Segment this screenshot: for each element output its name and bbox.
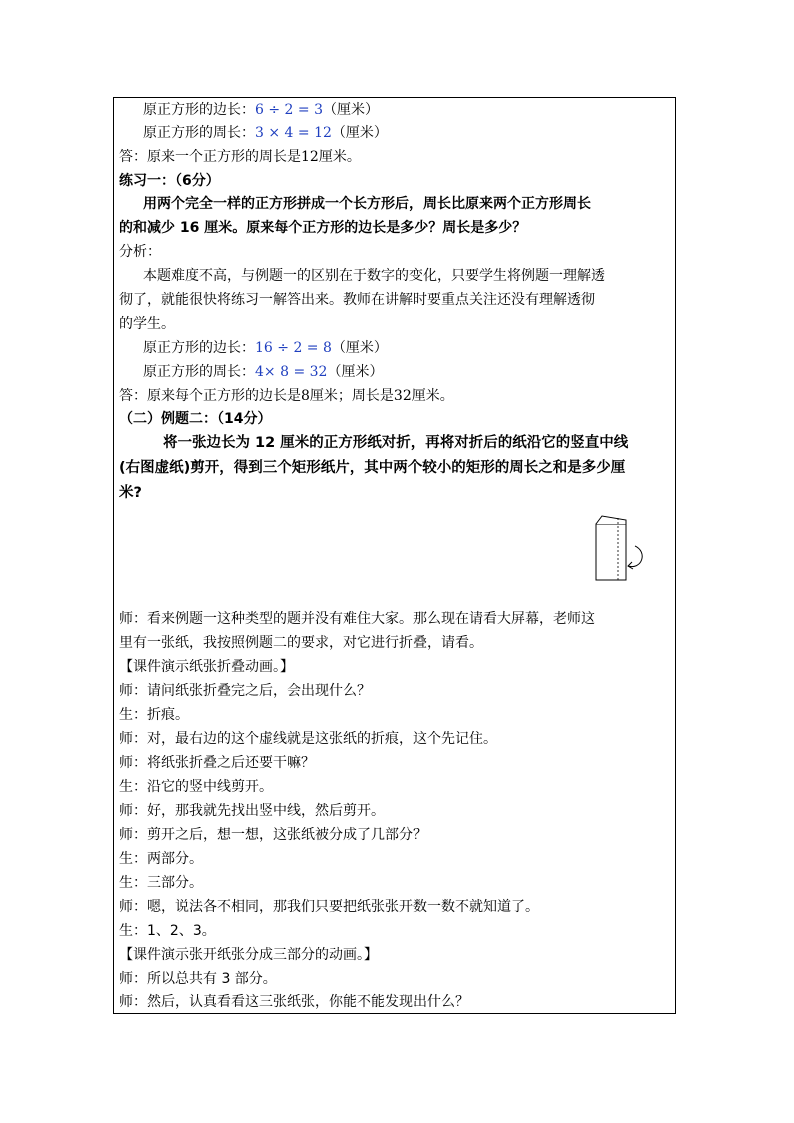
paper-front-rect xyxy=(596,524,626,580)
answer-number-side: 8 xyxy=(301,388,310,404)
dialogue-line-7: 师：将纸张折叠之后还要干嘛？ xyxy=(119,755,315,771)
perimeter-unit: （厘米） xyxy=(327,364,384,380)
paper-back-flap xyxy=(596,516,626,524)
answer-middle: 厘米；周长是 xyxy=(309,388,394,404)
side-label: 原正方形的边长： xyxy=(143,102,255,118)
side-label: 原正方形的边长： xyxy=(143,340,255,356)
dialogue-line-6: 师：对，最右边的这个虚线就是这张纸的折痕，这个先记住。 xyxy=(119,731,497,747)
exercise1-perimeter-line xyxy=(143,363,383,381)
dialogue-line-1: 师：看来例题一这种类型的题并没有难住大家。那么现在请看大屏幕，老师这 xyxy=(119,611,595,627)
exercise1-analysis-line2: 彻了，就能很快将练习一解答出来。教师在讲解时要重点关注还没有理解透彻 xyxy=(119,292,595,308)
calc1-perimeter-line xyxy=(143,124,388,142)
exercise1-analysis-line3: 的学生。 xyxy=(119,316,175,332)
example2-question-line2: (右图虚纸)剪开，得到三个矩形纸片，其中两个较小的矩形的周长之和是多少厘 xyxy=(119,460,626,476)
side-unit: （厘米） xyxy=(322,102,379,118)
example2-question-line3: 米? xyxy=(119,485,142,501)
exercise1-answer xyxy=(119,387,454,405)
dialogue-line-9: 师：好，那我就先找出竖中线，然后剪开。 xyxy=(119,803,385,819)
dialogue-line-12: 生：三部分。 xyxy=(119,875,203,891)
exercise1-heading: 练习一：（6分） xyxy=(119,173,220,189)
dialogue-line-5: 生：折痕。 xyxy=(119,707,189,723)
answer-suffix: 厘米。 xyxy=(411,388,454,404)
example2-question-line1: 将一张边长为 12 厘米的正方形纸对折，再将对折后的纸沿它的竖直中线 xyxy=(163,435,629,451)
exercise1-analysis-line1: 本题难度不高，与例题一的区别在于数字的变化，只要学生将例题一理解透 xyxy=(143,268,605,284)
exercise1-question-line2: 的和减少 16 厘米。原来每个正方形的边长是多少？周长是多少？ xyxy=(119,220,527,236)
dialogue-line-17: 师：然后，认真看看这三张纸张，你能不能发现出什么？ xyxy=(119,994,469,1010)
calc1-answer xyxy=(119,148,361,166)
perimeter-expression: 3 × 4 = 12 xyxy=(255,125,332,141)
dialogue-line-10: 师：剪开之后，想一想，这张纸被分成了几部分？ xyxy=(119,827,427,843)
side-unit: （厘米） xyxy=(331,340,388,356)
fold-arrow-head xyxy=(628,562,633,569)
answer-prefix: 答：原来每个正方形的边长是 xyxy=(119,388,301,404)
perimeter-expression: 4× 8 = 32 xyxy=(255,364,328,380)
dialogue-line-15: 【课件演示张开纸张分成三部分的动画。】 xyxy=(119,947,378,963)
side-expression: 16 ÷ 2 = 8 xyxy=(255,340,332,356)
answer-suffix: 厘米。 xyxy=(318,149,361,165)
exercise1-analysis-label: 分析： xyxy=(119,244,161,260)
folded-paper-figure xyxy=(590,512,650,586)
exercise1-side-line xyxy=(143,339,388,357)
perimeter-label: 原正方形的周长： xyxy=(143,364,255,380)
dialogue-line-8: 生：沿它的竖中线剪开。 xyxy=(119,779,273,795)
dialogue-line-11: 生：两部分。 xyxy=(119,851,203,867)
dialogue-line-16: 师：所以总共有 3 部分。 xyxy=(119,971,277,987)
example2-heading: （二）例题二：（14分） xyxy=(119,411,272,427)
dialogue-line-2: 里有一张纸，我按照例题二的要求，对它进行折叠，请看。 xyxy=(119,635,483,651)
side-expression: 6 ÷ 2 = 3 xyxy=(255,102,323,118)
perimeter-unit: （厘米） xyxy=(331,125,388,141)
dialogue-line-13: 师：嗯，说法各不相同，那我们只要把纸张张开数一数不就知道了。 xyxy=(119,899,539,915)
dialogue-line-14: 生：1、2、3。 xyxy=(119,923,216,939)
calc1-side-line xyxy=(143,101,379,119)
exercise1-question-line1: 用两个完全一样的正方形拼成一个长方形后，周长比原来两个正方形周长 xyxy=(143,196,591,212)
answer-number-perimeter: 32 xyxy=(393,388,412,404)
answer-prefix: 答：原来一个正方形的周长是 xyxy=(119,149,301,165)
dialogue-line-4: 师：请问纸张折叠完之后，会出现什么？ xyxy=(119,683,371,699)
dialogue-line-3: 【课件演示纸张折叠动画。】 xyxy=(119,659,294,675)
perimeter-label: 原正方形的周长： xyxy=(143,125,255,141)
answer-number: 12 xyxy=(301,149,319,165)
